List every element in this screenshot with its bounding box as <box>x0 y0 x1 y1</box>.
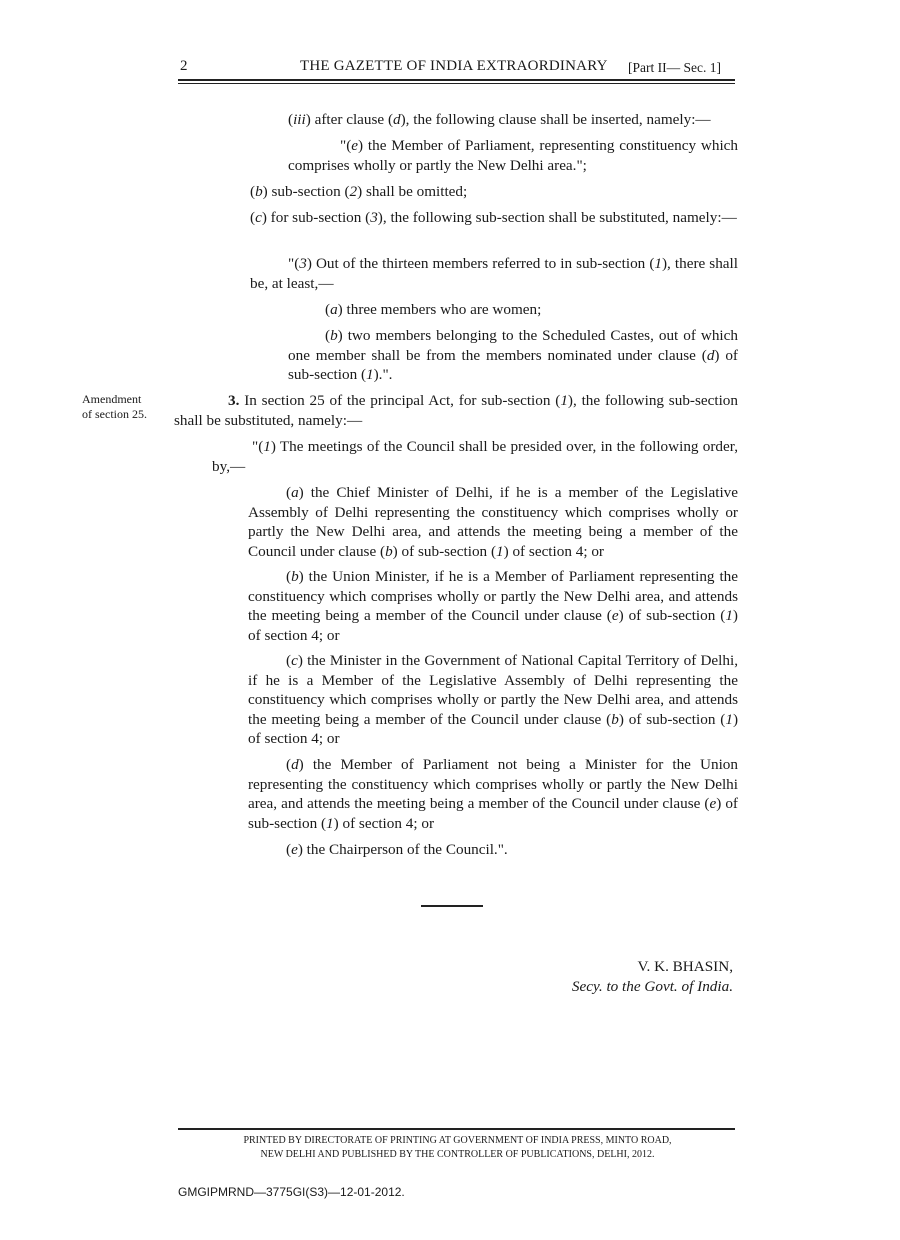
order-d-member-of-parliament: (d) the Member of Parliament not being a Minister for the Union representing the constituency which comprises wholly or partly the New Delhi area, and attends the meeting being a member of the Council under clause (e) of sub-section (1) of section 4; or <box>248 756 738 832</box>
order-a-chief-minister: (a) the Chief Minister of Delhi, if he is a member of the Legislative Assembly of Delhi representing the constituency which comprises wholly or partly the New Delhi area, and attends the meeting being a member of the Council under clause (b) of sub-section (1) of section 4; or <box>248 484 738 560</box>
section-3-amendment: 3. In section 25 of the principal Act, for sub-section (1), the following sub-section shall be substituted, namely:— <box>174 392 738 429</box>
end-divider <box>421 905 483 907</box>
page-number: 2 <box>180 58 188 74</box>
margin-note: Amendment of section 25. <box>82 392 147 421</box>
subsection-3: "(3) Out of the thirteen members referred to in sub-section (1), there shall be, at least,— <box>250 255 738 292</box>
part-section-label: [Part II— Sec. 1] <box>628 60 721 75</box>
clause-c-substituted: (c) for sub-section (3), the following sub-section shall be substituted, namely:— <box>250 209 737 226</box>
signature-block <box>572 957 733 997</box>
footer-rule <box>178 1128 735 1130</box>
item-b-scheduled-castes: (b) two members belonging to the Scheduled Castes, out of which one member shall be from the members nominated under clause (d) of sub-section (1).". <box>288 327 738 383</box>
header-rule-top <box>178 79 735 81</box>
clause-iii: (iii) after clause (d), the following clause shall be inserted, namely:— <box>288 111 711 128</box>
header-rule-bottom <box>178 83 735 84</box>
print-code: GMGIPMRND—3775GI(S3)—12-01-2012. <box>178 1185 405 1199</box>
item-a-women: (a) three members who are women; <box>325 301 542 318</box>
signatory-designation: Secy. to the Govt. of India. <box>571 978 733 995</box>
clause-b-omitted: (b) sub-section (2) shall be omitted; <box>250 183 468 200</box>
order-c-delhi-minister: (c) the Minister in the Government of National Capital Territory of Delhi, if he is a Member of the Legislative Assembly of Delhi representing the constituency which comprises wholly or partly the New Delhi area, and attends the meeting being a member of the Council under clause (b) of sub-section (1) of section 4; or <box>248 652 738 747</box>
signatory-name: V. K. BHASIN, <box>637 958 733 975</box>
subsection-1-meetings: "(1) The meetings of the Council shall be presided over, in the following order, by,— <box>212 438 738 475</box>
order-b-union-minister: (b) the Union Minister, if he is a Member of Parliament representing the constituency which comprises wholly or partly the New Delhi area, and attends the meeting being a member of the Council under clause (e) of sub-section (1) of section 4; or <box>248 568 738 644</box>
order-e-chairperson: (e) the Chairperson of the Council.". <box>286 841 508 858</box>
clause-e-inserted: "(e) the Member of Parliament, representing constituency which comprises wholly or partly the New Delhi area."; <box>288 137 738 174</box>
printer-imprint: PRINTED BY DIRECTORATE OF PRINTING AT GOVERNMENT OF INDIA PRESS, MINTO ROAD, NEW DELHI AND PUBLISHED BY THE CONTROLLER OF PUBLICATIONS, DELHI, 2012. <box>243 1135 672 1160</box>
gazette-title: THE GAZETTE OF INDIA EXTRAORDINARY <box>300 58 608 74</box>
